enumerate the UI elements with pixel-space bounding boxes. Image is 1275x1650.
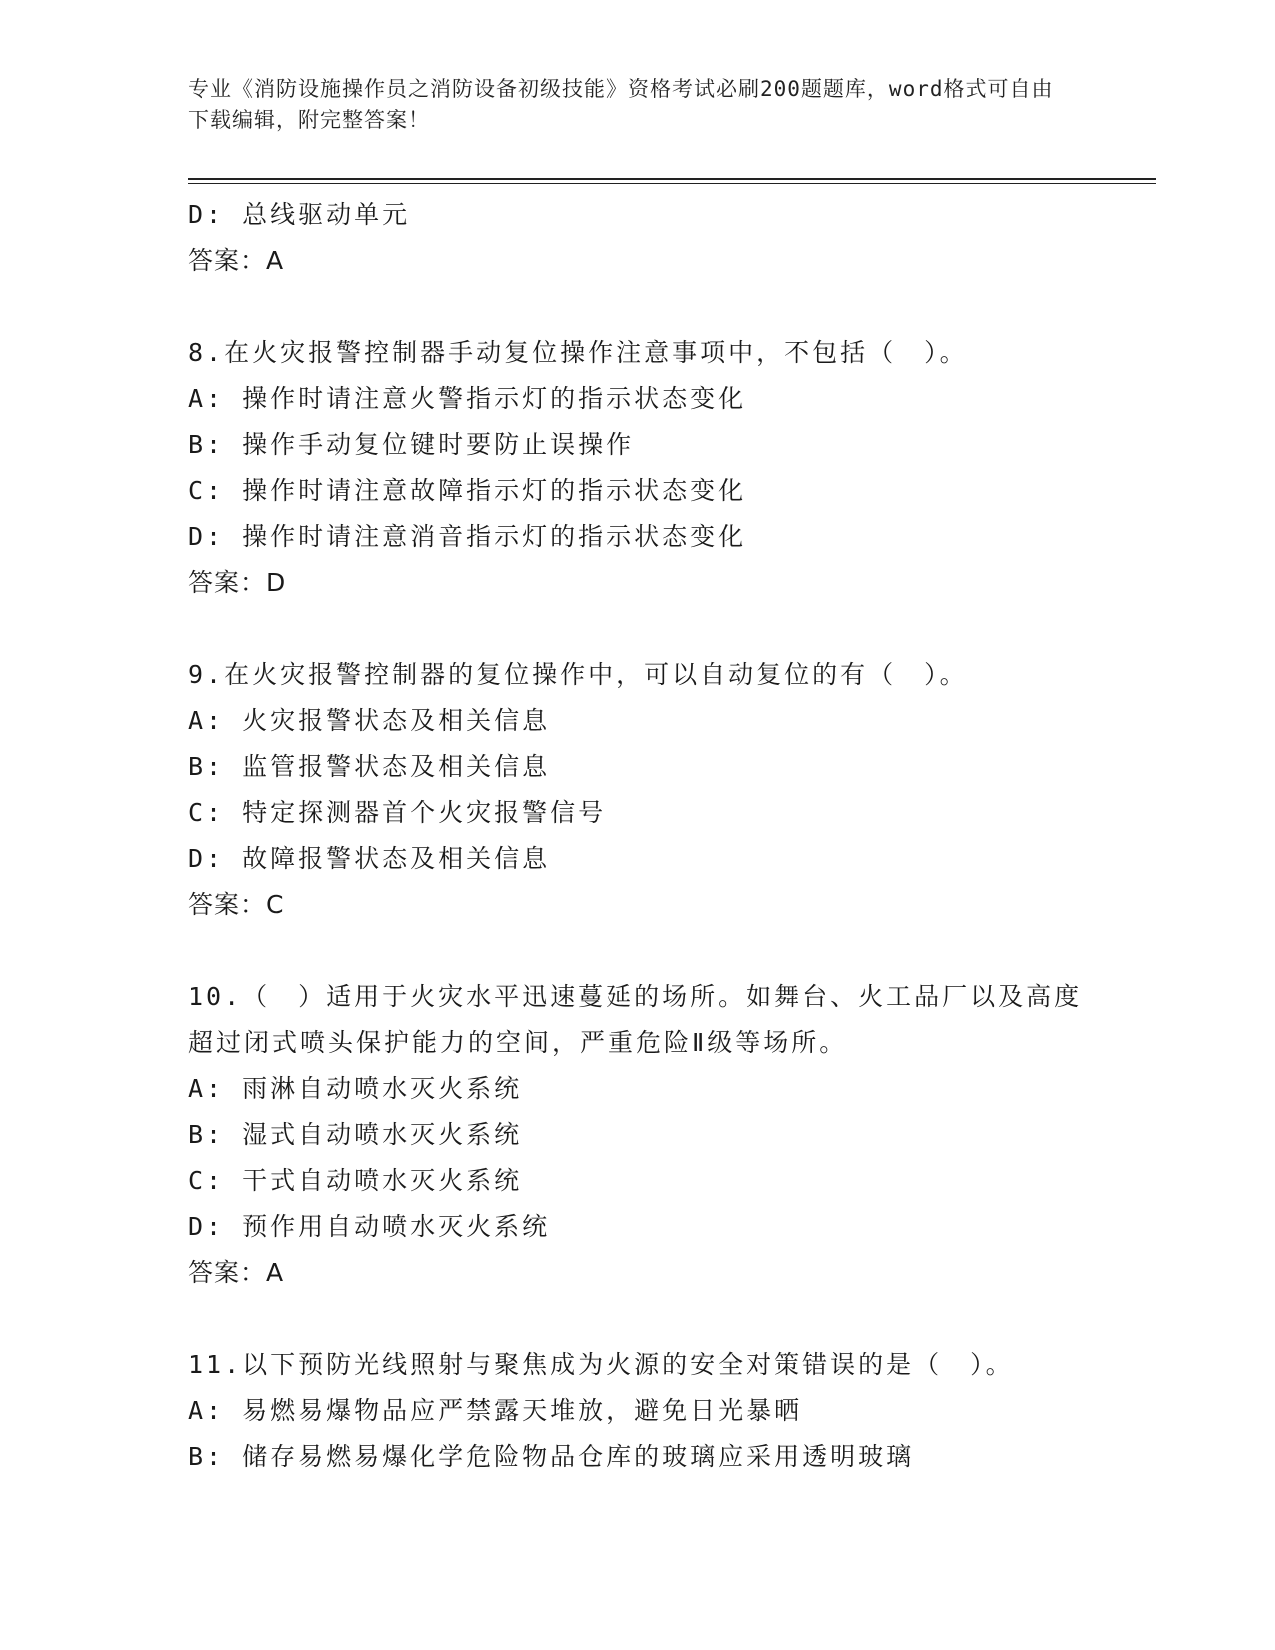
question-11 (188, 1342, 1118, 1480)
spacer (188, 284, 1118, 330)
prev-question-option-d: D: 总线驱动单元 (188, 200, 411, 229)
option-c: C: 干式自动喷水灭火系统 (188, 1166, 523, 1195)
option-a: A: 雨淋自动喷水灭火系统 (188, 1074, 523, 1103)
header-divider-thick (188, 178, 1156, 180)
option-d: D: 故障报警状态及相关信息 (188, 844, 551, 873)
spacer (188, 606, 1118, 652)
option-c: C: 特定探测器首个火灾报警信号 (188, 798, 607, 827)
option-a: A: 易燃易爆物品应严禁露天堆放，避免日光暴晒 (188, 1396, 803, 1425)
document-header: 专业《消防设施操作员之消防设备初级技能》资格考试必刷200题题库，word格式可自由下载编辑，附完整答案！ (188, 77, 1054, 132)
option-d: D: 操作时请注意消音指示灯的指示状态变化 (188, 522, 747, 551)
question-stem: 11.以下预防光线照射与聚焦成为火源的安全对策错误的是（ ）。 (188, 1350, 1014, 1379)
header-divider-thin (188, 183, 1156, 184)
option-d: D: 预作用自动喷水灭火系统 (188, 1212, 551, 1241)
option-a: A: 操作时请注意火警指示灯的指示状态变化 (188, 384, 747, 413)
option-a: A: 火灾报警状态及相关信息 (188, 706, 551, 735)
option-b: B: 操作手动复位键时要防止误操作 (188, 430, 635, 459)
spacer (188, 928, 1118, 974)
option-c: C: 操作时请注意故障指示灯的指示状态变化 (188, 476, 747, 505)
question-8 (188, 330, 1118, 606)
spacer (188, 1296, 1118, 1342)
question-stem: 9.在火灾报警控制器的复位操作中，可以自动复位的有（ ）。 (188, 660, 968, 689)
question-9 (188, 652, 1118, 928)
question-stem: 8.在火灾报警控制器手动复位操作注意事项中，不包括（ ）。 (188, 338, 968, 367)
option-b: B: 监管报警状态及相关信息 (188, 752, 551, 781)
question-answer: 答案：D (188, 568, 287, 597)
question-10 (188, 974, 1118, 1296)
option-b: B: 湿式自动喷水灭火系统 (188, 1120, 523, 1149)
question-answer: 答案：C (188, 890, 285, 919)
prev-question-answer: 答案：A (188, 246, 285, 275)
question-content (188, 192, 1118, 1480)
option-b: B: 储存易燃易爆化学危险物品仓库的玻璃应采用透明玻璃 (188, 1442, 915, 1471)
question-stem: 10.（ ）适用于火灾水平迅速蔓延的场所。如舞台、火工品厂以及高度超过闭式喷头保护能力的空间，严重危险Ⅱ级等场所。 (188, 982, 1083, 1057)
question-answer: 答案：A (188, 1258, 285, 1287)
